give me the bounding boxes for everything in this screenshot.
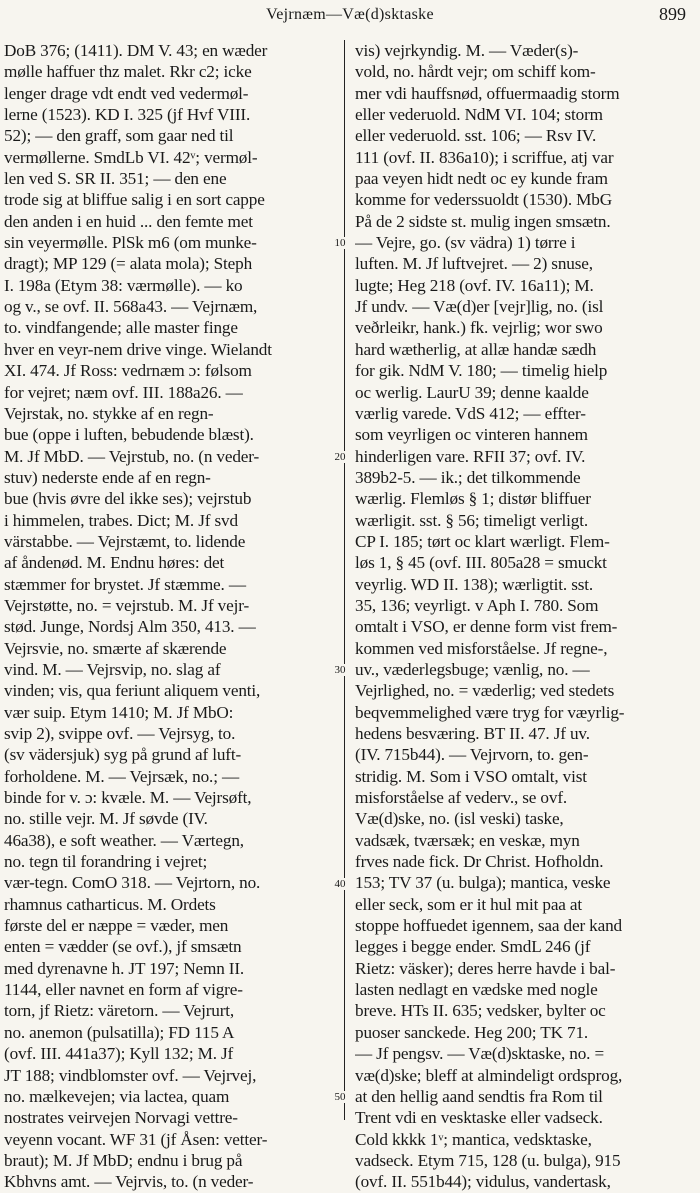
text-line: vadsæk, tværsæk; en veskæ, myn: [355, 830, 580, 850]
text-line: no. stille vejr. M. Jf søvde (IV.: [4, 809, 208, 829]
line-marker: 50: [329, 1091, 351, 1103]
text-line: puoser sanckede. Heg 200; TK 71.: [355, 1022, 589, 1042]
text-line: Kbhvns amt. — Vejrvis, to. (n veder-: [4, 1172, 254, 1192]
text-line: (sv vädersjuk) syg på grund af luft-: [4, 745, 242, 765]
text-line: beqvemmelighed være tryg for væyrlig-: [355, 702, 625, 722]
text-line: (ovf. II. 551b44); vidulus, vandertask,: [355, 1172, 611, 1192]
text-line: hinderligen vare. RFII 37; ovf. IV.: [355, 446, 586, 466]
text-line: løs 1, § 45 (ovf. III. 805a28 = smuckt: [355, 553, 607, 573]
text-line: hard wætherlig, at allæ handæ sædh: [355, 339, 597, 359]
text-line: — Vejre, go. (sv vädra) 1) tørre i: [355, 233, 576, 253]
text-line: mer vdi hauffsnød, offuermaadig storm: [355, 83, 620, 103]
text-line: vermøllerne. SmdLb VI. 42ᵛ; vermøl-: [4, 147, 258, 167]
text-line: uv., væderlegsbuge; vænlig, no. —: [355, 659, 590, 679]
line-marker: 20: [329, 451, 351, 463]
line-marker: 10: [329, 237, 351, 249]
text-line: veyenn vocant. WF 31 (jf Åsen: vetter-: [4, 1129, 268, 1149]
text-line: stød. Junge, Nordsj Alm 350, 413. —: [4, 617, 256, 637]
running-title: Vejrnæm—Væ(d)sktaske: [266, 6, 434, 23]
text-line: forholdene. M. — Vejrsæk, no.; —: [4, 766, 240, 786]
text-line: 153; TV 37 (u. bulga); mantica, veske: [355, 873, 611, 893]
text-line: af åndenød. M. Endnu høres: det: [4, 553, 225, 573]
text-line: rhamnus catharticus. M. Ordets: [4, 894, 216, 914]
text-line: Trent vdi en vesktaske eller vadseck.: [355, 1108, 603, 1128]
text-line: vær suip. Etym 1410; M. Jf MbO:: [4, 702, 234, 722]
text-line: hedens besværing. BT II. 47. Jf uv.: [355, 724, 590, 743]
text-line: no. anemon (pulsatilla); FD 115 A: [4, 1022, 235, 1042]
right-column: [355, 40, 693, 1193]
text-line: for gik. NdM V. 180; — timelig hielp: [355, 361, 608, 381]
text-line: len ved S. SR II. 351; — den ene: [4, 169, 227, 189]
text-line: Vejrstøtte, no. = vejrstub. M. Jf vejr-: [4, 595, 250, 615]
text-line: DoB 376; (1411). DM V. 43; en wæder: [4, 41, 268, 60]
text-line: bue (hvis øvre del ikke ses); vejrstub: [4, 489, 252, 509]
text-line: komme for vederssuoldt (1530). MbG: [355, 190, 612, 210]
text-line: XI. 474. Jf Ross: vedrnæm ɔ: følsom: [4, 361, 252, 381]
text-line: torn, jf Rietz: väretorn. — Vejrurt,: [4, 1001, 235, 1021]
text-line: med dyrenavne h. JT 197; Nemn II.: [4, 958, 245, 978]
text-line: paa veyen hidt nedt oc ey kunde fram: [355, 169, 608, 189]
text-line: den anden i en huid ... den femte met: [4, 211, 253, 231]
text-line: Vejrstak, no. stykke af en regn-: [4, 403, 214, 423]
text-line: første del er næppe = væder, men: [4, 916, 229, 936]
text-line: wærligit. sst. § 56; timeligt verligt.: [355, 510, 589, 530]
text-line: vind. M. — Vejrsvip, no. slag af: [4, 659, 221, 679]
text-line: stæmmer for brystet. Jf stæmme. —: [4, 574, 246, 594]
column-divider: [344, 40, 345, 1120]
text-line: Jf undv. — Væ(d)er [vejr]lig, no. (isl: [355, 297, 604, 317]
text-line: eller vederuold. NdM VI. 104; storm: [355, 105, 603, 125]
text-line: og v., se ovf. II. 568a43. — Vejrnæm,: [4, 297, 258, 317]
text-line: legges i begge ender. SmdL 246 (jf: [355, 937, 591, 957]
text-line: frves nade fick. Dr Christ. Hofholdn.: [355, 852, 604, 872]
text-line: eller seck, som er it hul mit paa at: [355, 894, 583, 914]
text-line: vadseck. Etym 715, 128 (u. bulga), 915: [355, 1150, 621, 1170]
text-line: lerne (1523). KD I. 325 (jf Hvf VIII.: [4, 105, 251, 125]
text-line: bue (oppe i luften, bebudende blæst).: [4, 425, 254, 445]
text-line: no. mælkevejen; via lactea, quam: [4, 1086, 230, 1106]
text-line: På de 2 sidste st. mulig ingen smsætn.: [355, 211, 611, 231]
text-line: lugte; Heg 218 (ovf. IV. 16a11); M.: [355, 275, 594, 295]
text-line: oc werlig. LaurU 39; denne kaalde: [355, 382, 589, 402]
text-line: värstabbe. — Vejrstæmt, to. lidende: [4, 531, 246, 551]
text-line: 52); — den graff, som gaar ned til: [4, 126, 234, 146]
text-line: at den hellig aand sendtis fra Rom til: [355, 1086, 603, 1106]
text-line: breve. HTs II. 635; vedsker, bylter oc: [355, 1001, 606, 1021]
text-line: to. vindfangende; alle master finge: [4, 318, 238, 338]
text-line: — Jf pengsv. — Væ(d)sktaske, no. =: [355, 1044, 605, 1064]
text-line: binde for v. ɔ: kvæle. M. — Vejrsøft,: [4, 788, 252, 808]
text-line: vær-tegn. ComO 318. — Vejrtorn, no.: [4, 873, 261, 893]
text-line: JT 188; vindblomster ovf. — Vejrvej,: [4, 1065, 257, 1085]
page-header: [0, 4, 700, 30]
text-line: lenger drage vdt endt ved vedermøl-: [4, 83, 249, 103]
text-line: wærlig. Flemløs § 1; distør bliffuer: [355, 489, 591, 509]
text-line: CP I. 185; tørt oc klart wærligt. Flem-: [355, 531, 610, 551]
text-line: i himmelen, trabes. Dict; M. Jf svd: [4, 510, 238, 530]
text-line: væ(d)ske; bleff at almindeligt ordsprog,: [355, 1065, 623, 1085]
page-number: 899: [659, 4, 686, 24]
text-line: sin veyermølle. PlSk m6 (om munke-: [4, 233, 257, 253]
text-line: lasten nedlagt en vædske med nogle: [355, 980, 598, 1000]
text-line: veðrleikr, hank.) fk. vejrlig; wor swo: [355, 318, 603, 338]
text-line: braut); M. Jf MbD; endnu i brug på: [4, 1150, 243, 1170]
text-line: misforståelse af vederv., se ovf.: [355, 788, 568, 808]
text-line: luften. M. Jf luftvejret. — 2) snuse,: [355, 254, 593, 274]
line-marker: 40: [329, 878, 351, 890]
text-line: som veyrligen oc vinteren hannem: [355, 425, 588, 445]
text-line: M. Jf MbD. — Vejrstub, no. (n veder-: [4, 446, 260, 466]
text-line: vold, no. hårdt vejr; om schiff kom-: [355, 62, 596, 82]
text-line: for vejret; næm ovf. III. 188a26. —: [4, 382, 243, 402]
text-line: 46a38), e soft weather. — Værtegn,: [4, 830, 244, 850]
text-line: svip 2), svippe ovf. — Vejrsyg, to.: [4, 724, 236, 743]
text-line: enten = vædder (se ovf.), jf smsætn: [4, 937, 242, 957]
text-line: stoppe hoffuedet igennem, saa der kand: [355, 916, 622, 936]
text-line: hver en veyr-nem drive vinge. Wielandt: [4, 339, 272, 359]
left-column: [4, 40, 330, 1193]
text-line: Cold kkkk 1ᵛ; mantica, vedsktaske,: [355, 1129, 592, 1149]
text-line: (ovf. III. 441a37); Kyll 132; M. Jf: [4, 1044, 234, 1064]
text-line: kommen ved misforståelse. Jf regne-,: [355, 638, 608, 658]
text-line: nostrates veirvejen Norvagi vettre-: [4, 1108, 238, 1128]
text-line: vinden; vis, qua feriunt aliquem venti,: [4, 681, 261, 701]
line-marker: 30: [329, 664, 351, 676]
text-line: 389b2-5. — ik.; det tilkommende: [355, 467, 581, 487]
text-line: Rietz: väsker); deres herre havde i bal-: [355, 958, 616, 978]
text-line: trode sig at bliffue salig i en sort cappe: [4, 190, 265, 210]
text-line: Vejrlighed, no. = væderlig; ved stedets: [355, 681, 615, 701]
text-line: Væ(d)ske, no. (isl veski) taske,: [355, 809, 564, 829]
text-line: stridig. M. Som i VSO omtalt, vist: [355, 766, 587, 786]
text-line: vis) vejrkyndig. M. — Væder(s)-: [355, 41, 579, 60]
text-line: stuv) nederste ende af en regn-: [4, 467, 211, 487]
text-line: 111 (ovf. II. 836a10); i scriffue, atj var: [355, 147, 614, 167]
text-line: veyrlig. WD II. 138); wærligtit. sst.: [355, 574, 594, 594]
text-line: 1144, eller navnet en form af vigre-: [4, 980, 243, 1000]
text-line: I. 198a (Etym 38: værmølle). — ko: [4, 275, 243, 295]
text-line: eller vederuold. sst. 106; — Rsv IV.: [355, 126, 597, 146]
text-line: 35, 136; veyrligt. v Aph I. 780. Som: [355, 595, 599, 615]
text-line: Vejrsvie, no. smærte af skærende: [4, 638, 227, 658]
text-line: værlig varede. VdS 412; — effter-: [355, 403, 586, 423]
text-line: no. tegn til forandring i vejret;: [4, 852, 208, 872]
text-line: (IV. 715b44). — Vejrvorn, to. gen-: [355, 745, 589, 765]
text-line: mølle haffuer thz malet. Rkr c2; icke: [4, 62, 252, 82]
text-line: omtalt i VSO, er denne form vist frem-: [355, 617, 618, 637]
text-line: dragt); MP 129 (= alata mola); Steph: [4, 254, 253, 274]
